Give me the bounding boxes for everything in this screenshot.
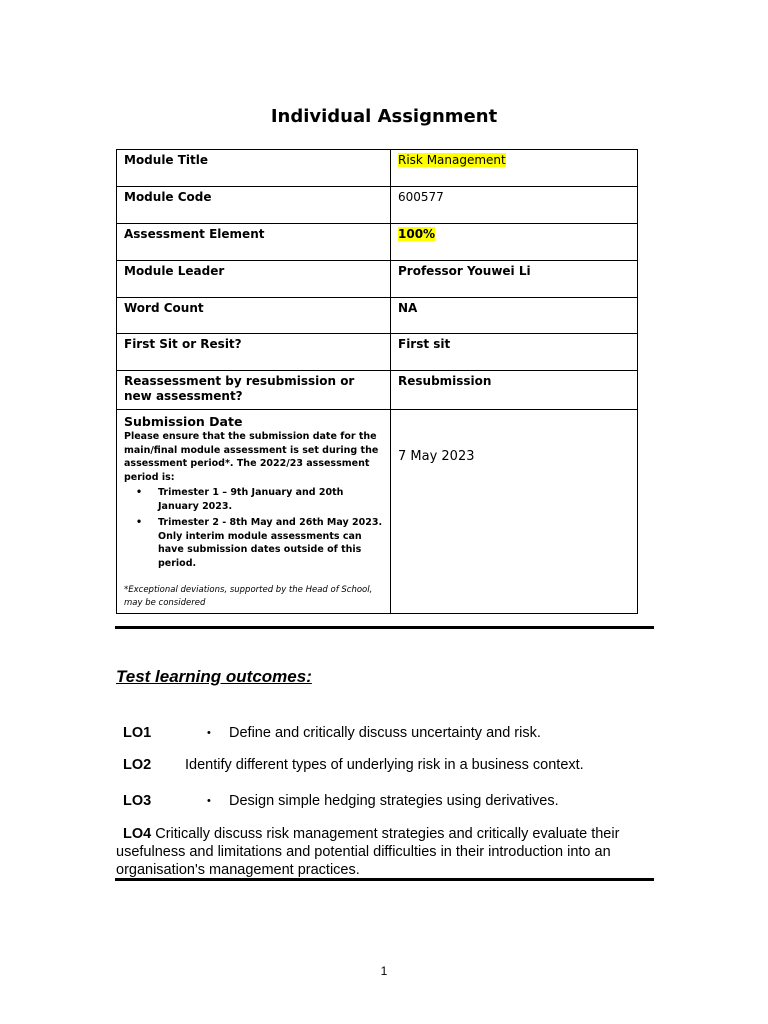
module-title-label: Module Title xyxy=(124,153,209,167)
module-leader-label: Module Leader xyxy=(124,264,225,278)
table-row xyxy=(117,150,638,187)
bullet-icon: • xyxy=(207,795,211,807)
outcome-text: Identify different types of underlying risk in a business context. xyxy=(185,757,584,773)
word-count-value: NA xyxy=(398,301,418,315)
trimester-1-text: Trimester 1 – 9th January and 20th January 2023. xyxy=(158,487,344,512)
table-row xyxy=(117,224,638,261)
outcome-code: LO1 xyxy=(123,725,152,741)
module-code-label: Module Code xyxy=(124,190,212,204)
trimester-2-text: Trimester 2 - 8th May and 26th May 2023. Only interim module assessments can have submission dates outside of this period. xyxy=(158,517,383,569)
outcome-lo3 xyxy=(123,792,559,810)
divider-rule xyxy=(115,878,654,881)
outcome-code: LO4 xyxy=(123,826,152,842)
table-row xyxy=(117,371,638,410)
submission-date-label: Submission Date xyxy=(124,414,243,429)
module-code-value: 600577 xyxy=(398,190,444,204)
outcome-lo1 xyxy=(123,724,541,742)
reassessment-label: Reassessment by resubmission or new assessment? xyxy=(124,374,355,403)
first-sit-value: First sit xyxy=(398,337,451,351)
divider-rule xyxy=(115,626,654,629)
list-item: • Trimester 1 – 9th January and 20th January 2023. xyxy=(136,487,344,512)
outcome-code: LO2 xyxy=(123,757,152,773)
assessment-element-label: Assessment Element xyxy=(124,227,265,241)
outcomes-heading: Test learning outcomes: xyxy=(116,667,312,686)
table-row xyxy=(117,298,638,334)
outcome-lo4 xyxy=(116,825,636,879)
table-row xyxy=(117,187,638,224)
table-row xyxy=(117,334,638,371)
submission-date-value: 7 May 2023 xyxy=(398,449,475,464)
outcome-code: LO3 xyxy=(123,793,152,809)
module-leader-value: Professor Youwei Li xyxy=(398,264,531,278)
module-info-table xyxy=(116,149,638,614)
page-number: 1 xyxy=(380,964,388,978)
reassessment-value: Resubmission xyxy=(398,374,492,388)
bullet-icon: • xyxy=(207,727,211,739)
exception-footnote: *Exceptional deviations, supported by the Head of School, may be considered xyxy=(124,585,373,608)
outcome-text: Define and critically discuss uncertainty and risk. xyxy=(229,725,541,741)
outcome-text: Critically discuss risk management strategies and critically evaluate their usefulness and limitations and potential difficulties in their introduction into an organisation's management practices. xyxy=(116,826,620,878)
list-item: • Trimester 2 - 8th May and 26th May 2023. Only interim module assessments can have submission dates outside of this period. xyxy=(136,517,383,569)
table-row xyxy=(117,410,638,614)
submission-note: Please ensure that the submission date for the main/final module assessment is set during the assessment period*. The 2022/23 assessment period is: xyxy=(124,431,379,483)
module-title-value: Risk Management xyxy=(398,153,506,167)
document-title: Individual Assignment xyxy=(270,106,498,127)
outcome-lo2 xyxy=(123,756,584,774)
assessment-element-value: 100% xyxy=(398,227,436,241)
assessment-period-list xyxy=(124,486,383,570)
table-row xyxy=(117,261,638,298)
outcome-text: Design simple hedging strategies using derivatives. xyxy=(229,793,559,809)
first-sit-label: First Sit or Resit? xyxy=(124,337,242,351)
word-count-label: Word Count xyxy=(124,301,204,315)
